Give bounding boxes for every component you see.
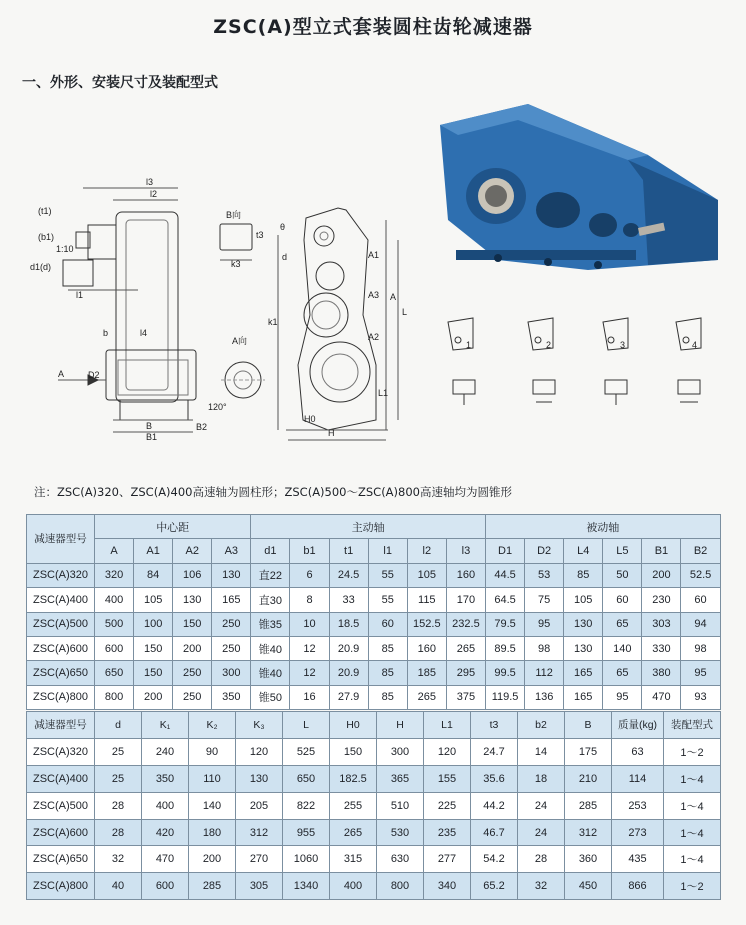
table-cell: 27.9 (329, 685, 368, 709)
table-cell: 1～2 (664, 873, 721, 900)
table-cell: 10 (290, 612, 329, 636)
table-cell: 470 (142, 846, 189, 873)
table-cell: 300 (212, 661, 251, 685)
label-d1: d1(d) (30, 262, 52, 272)
table-cell: 185 (407, 661, 446, 685)
table2-column-header-cell: L1 (424, 712, 471, 739)
table-cell: 866 (612, 873, 664, 900)
table-cell: 130 (212, 563, 251, 587)
table1-column-d1: D1 (486, 539, 525, 563)
table-cell: 20.9 (329, 636, 368, 660)
table-cell: 250 (212, 636, 251, 660)
table1-column-a3: A3 (212, 539, 251, 563)
table-cell: 130 (173, 588, 212, 612)
page-title: ZSC(A)型立式套装圆柱齿轮减速器 (213, 16, 533, 38)
table-cell: 320 (95, 563, 134, 587)
table-cell: 650 (95, 661, 134, 685)
table-cell: 435 (612, 846, 664, 873)
table-cell: 33 (329, 588, 368, 612)
table-cell: 60 (368, 612, 407, 636)
table1-column-t1: t1 (329, 539, 368, 563)
table-cell: 1～4 (664, 765, 721, 792)
table-cell: 150 (134, 661, 173, 685)
table-cell: 270 (236, 846, 283, 873)
table-cell: 130 (564, 612, 603, 636)
model-cell: ZSC(A)650 (27, 846, 95, 873)
table-cell: 锥35 (251, 612, 290, 636)
table-cell: 265 (446, 636, 485, 660)
table-cell: 8 (290, 588, 329, 612)
table-cell: 119.5 (486, 685, 525, 709)
model-cell: ZSC(A)500 (27, 612, 95, 636)
table-cell: 365 (377, 765, 424, 792)
model-cell: ZSC(A)320 (27, 738, 95, 765)
table-cell: 6 (290, 563, 329, 587)
table-cell: 14 (518, 738, 565, 765)
b-view-drawing (220, 224, 252, 260)
model-cell: ZSC(A)800 (27, 685, 95, 709)
table-row (27, 738, 721, 765)
table-cell: 315 (330, 846, 377, 873)
table-cell: 650 (283, 765, 330, 792)
table1-column-l2: l2 (407, 539, 446, 563)
label-t3: t3 (256, 230, 264, 240)
table-cell: 63 (612, 738, 664, 765)
table-cell: 170 (446, 588, 485, 612)
table1-column-l4: L4 (564, 539, 603, 563)
table-cell: 450 (565, 873, 612, 900)
table-cell: 303 (642, 612, 681, 636)
table-cell: 130 (236, 765, 283, 792)
table-cell: 600 (142, 873, 189, 900)
table-row (27, 612, 721, 636)
table-cell: 255 (330, 792, 377, 819)
table2-column-header-cell: b2 (518, 712, 565, 739)
table-cell: 105 (407, 563, 446, 587)
table-row (27, 765, 721, 792)
table-cell: 500 (95, 612, 134, 636)
table-cell: 250 (173, 685, 212, 709)
table-cell: 200 (134, 685, 173, 709)
table-cell: 25 (95, 765, 142, 792)
label-d-small: d (282, 252, 288, 262)
table-cell: 40 (95, 873, 142, 900)
table-cell: 105 (564, 588, 603, 612)
label-b1-cap: B1 (146, 432, 158, 442)
table-cell: 400 (142, 792, 189, 819)
mount-type-diagrams (448, 318, 701, 405)
label-t1: (t1) (38, 206, 52, 216)
table-cell: 152.5 (407, 612, 446, 636)
table1-group-center-distance: 中心距 (95, 515, 251, 539)
table2-column-header-cell: L (283, 712, 330, 739)
table-cell: 93 (681, 685, 720, 709)
table1-column-d2: D2 (525, 539, 564, 563)
table-cell: 1～2 (664, 738, 721, 765)
table-cell: 120 (424, 738, 471, 765)
table2-column-header-cell: H0 (330, 712, 377, 739)
label-angle: 120° (208, 402, 227, 412)
table-row (27, 846, 721, 873)
table-cell: 250 (212, 612, 251, 636)
table-cell: 305 (236, 873, 283, 900)
table-cell: 205 (236, 792, 283, 819)
table-cell: 160 (446, 563, 485, 587)
table1-column-b1: b1 (290, 539, 329, 563)
model-cell: ZSC(A)320 (27, 563, 95, 587)
label-h0: H0 (304, 414, 316, 424)
note-text: 注：ZSC(A)320、ZSC(A)400高速轴为圆柱形；ZSC(A)500～ZSC(A)800高速轴均为圆锥形 (34, 485, 512, 499)
label-a1: A1 (368, 250, 380, 260)
table-cell: 98 (681, 636, 720, 660)
table-cell: 253 (612, 792, 664, 819)
mount-type-1 (448, 318, 475, 405)
table-cell: 232.5 (446, 612, 485, 636)
table-cell: 265 (330, 819, 377, 846)
table-cell: 28 (95, 819, 142, 846)
table2-column-header-cell: d (95, 712, 142, 739)
table-cell: 75 (525, 588, 564, 612)
table-cell: 340 (424, 873, 471, 900)
model-cell: ZSC(A)800 (27, 873, 95, 900)
label-b: b (103, 328, 109, 338)
table-cell: 240 (142, 738, 189, 765)
table-cell: 150 (134, 636, 173, 660)
table-cell: 312 (565, 819, 612, 846)
table-cell: 94 (681, 612, 720, 636)
model-cell: ZSC(A)400 (27, 588, 95, 612)
table-cell: 400 (330, 873, 377, 900)
table-cell: 95 (603, 685, 642, 709)
table-row (27, 563, 721, 587)
table-cell: 24 (518, 792, 565, 819)
table-cell: 24.5 (329, 563, 368, 587)
table1-group-header (27, 515, 721, 539)
side-view-drawing (58, 188, 196, 432)
table-cell: 105 (134, 588, 173, 612)
table-cell: 420 (142, 819, 189, 846)
table-cell: 24 (518, 819, 565, 846)
table-cell: 510 (377, 792, 424, 819)
gearbox-3d-illustration (440, 104, 718, 270)
table-cell: 锥40 (251, 636, 290, 660)
label-k3: k3 (231, 259, 241, 269)
table-cell: 65 (603, 661, 642, 685)
table-cell: 98 (525, 636, 564, 660)
table-cell: 1060 (283, 846, 330, 873)
table-cell: 330 (642, 636, 681, 660)
table2-column-header-cell: t3 (471, 712, 518, 739)
table1-group-input-shaft: 主动轴 (251, 515, 486, 539)
label-l2: l2 (150, 189, 158, 199)
label-taper: 1:10 (56, 244, 74, 254)
label-b1: (b1) (38, 232, 55, 242)
table-cell: 360 (565, 846, 612, 873)
table-cell: 530 (377, 819, 424, 846)
table-cell: 16 (290, 685, 329, 709)
label-l: L (402, 307, 408, 317)
table-cell: 182.5 (330, 765, 377, 792)
table-cell: 20.9 (329, 661, 368, 685)
label-l1: l1 (76, 290, 84, 300)
table-cell: 380 (642, 661, 681, 685)
table1-column-d1: d1 (251, 539, 290, 563)
table2-column-header (27, 712, 721, 739)
table-cell: 60 (603, 588, 642, 612)
table-cell: 112 (525, 661, 564, 685)
model-cell: ZSC(A)500 (27, 792, 95, 819)
table1-column-a1: A1 (134, 539, 173, 563)
table-cell: 225 (424, 792, 471, 819)
label-a-view: A向 (232, 336, 248, 346)
table-cell: 65.2 (471, 873, 518, 900)
table-cell: 115 (407, 588, 446, 612)
table-cell: 150 (173, 612, 212, 636)
mount-type-4-label: 4 (692, 340, 698, 350)
label-b2-cap: B2 (196, 422, 208, 432)
table-cell: 直30 (251, 588, 290, 612)
table-cell: 630 (377, 846, 424, 873)
table-cell: 822 (283, 792, 330, 819)
table-cell: 265 (407, 685, 446, 709)
model-cell: ZSC(A)400 (27, 765, 95, 792)
table-cell: 160 (407, 636, 446, 660)
table-cell: 52.5 (681, 563, 720, 587)
table-cell: 1～4 (664, 846, 721, 873)
mount-type-2 (528, 318, 555, 402)
table2-column-header-cell: 减速器型号 (27, 712, 95, 739)
table-cell: 32 (518, 873, 565, 900)
table-cell: 12 (290, 661, 329, 685)
table-cell: 350 (212, 685, 251, 709)
table-cell: 230 (642, 588, 681, 612)
table-row (27, 661, 721, 685)
table-cell: 285 (565, 792, 612, 819)
table-cell: 65 (603, 612, 642, 636)
table1-column-header (27, 539, 721, 563)
table-cell: 295 (446, 661, 485, 685)
table-cell: 85 (368, 661, 407, 685)
mount-type-1-label: 1 (466, 340, 472, 350)
table-cell: 800 (95, 685, 134, 709)
table-cell: 55 (368, 588, 407, 612)
table-cell: 110 (189, 765, 236, 792)
table-cell: 140 (189, 792, 236, 819)
table-cell: 79.5 (486, 612, 525, 636)
table-cell: 120 (236, 738, 283, 765)
a-view-drawing (221, 362, 265, 398)
table-cell: 95 (525, 612, 564, 636)
table-cell: 锥40 (251, 661, 290, 685)
table-cell: 600 (95, 636, 134, 660)
table-cell: 140 (603, 636, 642, 660)
table-cell: 28 (95, 792, 142, 819)
label-b-view: B向 (226, 210, 242, 220)
table-cell: 89.5 (486, 636, 525, 660)
table-cell: 50 (603, 563, 642, 587)
table-cell: 35.6 (471, 765, 518, 792)
table-cell: 300 (377, 738, 424, 765)
table-cell: 锥50 (251, 685, 290, 709)
label-b-cap: B (146, 421, 153, 431)
table-cell: 90 (189, 738, 236, 765)
table-cell: 85 (564, 563, 603, 587)
table2-column-header-cell: 装配型式 (664, 712, 721, 739)
table-cell: 54.2 (471, 846, 518, 873)
table-cell: 400 (95, 588, 134, 612)
table-cell: 180 (189, 819, 236, 846)
table2-column-header-cell: K₃ (236, 712, 283, 739)
label-h: H (328, 428, 335, 438)
label-a-left: A (58, 369, 65, 379)
model-cell: ZSC(A)600 (27, 636, 95, 660)
table1-model-header: 减速器型号 (27, 515, 95, 564)
mount-type-3-label: 3 (620, 340, 626, 350)
table-cell: 165 (564, 661, 603, 685)
table-cell: 84 (134, 563, 173, 587)
table-cell: 165 (212, 588, 251, 612)
table-cell: 85 (368, 685, 407, 709)
section-heading: 一、外形、安装尺寸及装配型式 (22, 75, 218, 91)
table-cell: 44.5 (486, 563, 525, 587)
table-cell: 800 (377, 873, 424, 900)
table-cell: 46.7 (471, 819, 518, 846)
table-cell: 99.5 (486, 661, 525, 685)
table-cell: 64.5 (486, 588, 525, 612)
mount-type-3 (603, 318, 628, 405)
label-l1-cap: L1 (378, 388, 389, 398)
technical-drawings (28, 100, 728, 480)
table-cell: 285 (189, 873, 236, 900)
label-d2: D2 (88, 370, 100, 380)
table-cell: 53 (525, 563, 564, 587)
table-cell: 114 (612, 765, 664, 792)
table-cell: 200 (173, 636, 212, 660)
table-cell: 150 (330, 738, 377, 765)
table-cell: 24.7 (471, 738, 518, 765)
table1-column-a: A (95, 539, 134, 563)
table2-column-header-cell: K₁ (142, 712, 189, 739)
table-cell: 28 (518, 846, 565, 873)
table-cell: 273 (612, 819, 664, 846)
table2-column-header-cell: K₂ (189, 712, 236, 739)
table1-column-b2: B2 (681, 539, 720, 563)
table-cell: 375 (446, 685, 485, 709)
table2-column-header-cell: 质量(kg) (612, 712, 664, 739)
table-cell: 直22 (251, 563, 290, 587)
model-cell: ZSC(A)600 (27, 819, 95, 846)
table-cell: 210 (565, 765, 612, 792)
table1-group-output-shaft: 被动轴 (486, 515, 721, 539)
label-a: A (390, 292, 397, 302)
label-k1: k1 (268, 317, 278, 327)
table1-column-l3: l3 (446, 539, 485, 563)
mount-type-4 (676, 318, 701, 402)
model-cell: ZSC(A)650 (27, 661, 95, 685)
table-row (27, 636, 721, 660)
table-row (27, 588, 721, 612)
table-cell: 18 (518, 765, 565, 792)
label-a3: A3 (368, 290, 380, 300)
table1-column-l5: L5 (603, 539, 642, 563)
table-cell: 25 (95, 738, 142, 765)
label-a2: A2 (368, 332, 380, 342)
table-cell: 350 (142, 765, 189, 792)
table-cell: 18.5 (329, 612, 368, 636)
table-cell: 200 (189, 846, 236, 873)
table2-column-header-cell: B (565, 712, 612, 739)
table-cell: 136 (525, 685, 564, 709)
label-l3: l3 (146, 177, 154, 187)
spec-table-2 (26, 711, 721, 900)
table-cell: 955 (283, 819, 330, 846)
mount-type-2-label: 2 (546, 340, 552, 350)
table-cell: 155 (424, 765, 471, 792)
table-cell: 106 (173, 563, 212, 587)
table-cell: 470 (642, 685, 681, 709)
table-row (27, 792, 721, 819)
label-l4: l4 (140, 328, 148, 338)
table-cell: 235 (424, 819, 471, 846)
table-row (27, 819, 721, 846)
table-cell: 100 (134, 612, 173, 636)
table-row (27, 685, 721, 709)
table1-column-a2: A2 (173, 539, 212, 563)
table-cell: 85 (368, 636, 407, 660)
table-cell: 32 (95, 846, 142, 873)
table1-column-b1: B1 (642, 539, 681, 563)
table-cell: 1340 (283, 873, 330, 900)
table-cell: 1～4 (664, 792, 721, 819)
table-cell: 130 (564, 636, 603, 660)
table1-column-l1: l1 (368, 539, 407, 563)
label-theta: θ (280, 222, 286, 232)
table-cell: 55 (368, 563, 407, 587)
table-cell: 525 (283, 738, 330, 765)
table-row (27, 873, 721, 900)
table-cell: 1～4 (664, 819, 721, 846)
table-cell: 312 (236, 819, 283, 846)
table-cell: 165 (564, 685, 603, 709)
table-cell: 200 (642, 563, 681, 587)
table-cell: 250 (173, 661, 212, 685)
front-view-drawing (278, 208, 398, 440)
table-cell: 175 (565, 738, 612, 765)
table-cell: 277 (424, 846, 471, 873)
table-cell: 60 (681, 588, 720, 612)
table-cell: 12 (290, 636, 329, 660)
spec-table-1 (26, 514, 721, 710)
table-cell: 44.2 (471, 792, 518, 819)
table2-column-header-cell: H (377, 712, 424, 739)
table-cell: 95 (681, 661, 720, 685)
